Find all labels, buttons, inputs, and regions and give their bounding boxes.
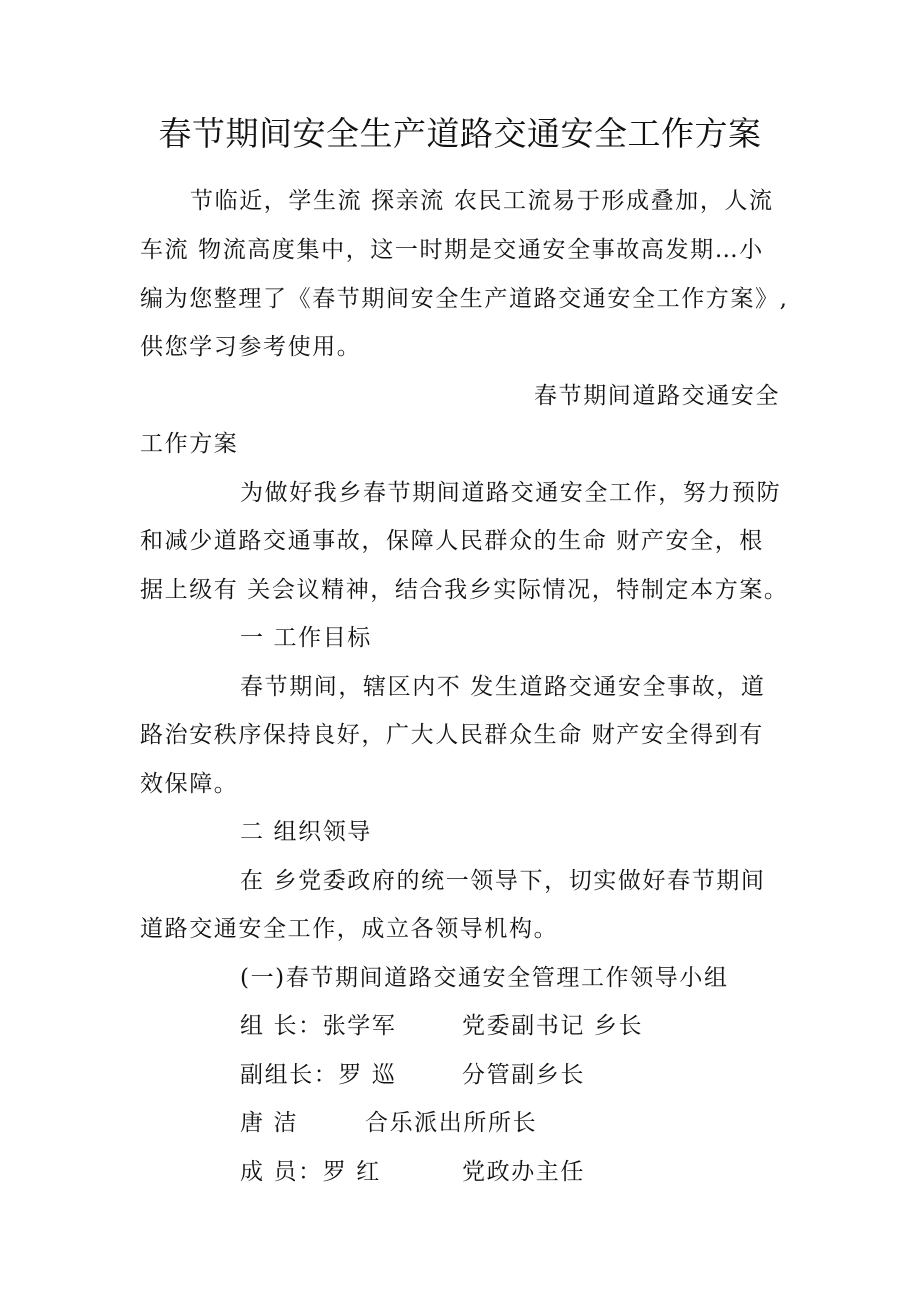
- member-role: 组 长：张学军: [240, 1013, 397, 1039]
- subtitle-line-1: 春节期间道路交通安全: [534, 383, 780, 409]
- intro-line-2: 车流 物流高度集中，这一时期是交通安全事故高发期…小: [140, 237, 764, 263]
- purpose-line-2: 和减少道路交通事故，保障人民群众的生命 财产安全，根: [140, 528, 764, 554]
- intro-line-3: 编为您整理了《春节期间安全生产道路交通安全工作方案》,: [140, 286, 789, 312]
- purpose-line-1: 为做好我乡春节期间道路交通安全工作，努力预防: [240, 480, 782, 506]
- member-position: 分管副乡长: [462, 1062, 585, 1088]
- section1-line-3: 效保障。: [140, 771, 239, 797]
- document-title: 春节期间安全生产道路交通安全工作方案: [158, 114, 762, 153]
- section2-line-1: 在 乡党委政府的统一领导下，切实做好春节期间: [240, 868, 766, 894]
- member-role: 唐 洁: [240, 1110, 299, 1136]
- section1-line-1: 春节期间，辖区内不 发生道路交通安全事故，道: [240, 674, 766, 700]
- section1-heading: 一 工作目标: [240, 625, 372, 651]
- member-row: [240, 1010, 643, 1042]
- member-position: 合乐派出所所长: [365, 1110, 538, 1136]
- intro-line-4: 供您学习参考使用。: [140, 334, 362, 360]
- section2-heading: 二 组织领导: [240, 819, 372, 845]
- member-position: 党政办主任: [462, 1159, 585, 1185]
- member-position: 党委副书记 乡长: [462, 1013, 644, 1039]
- member-role: 成 员：罗 红: [240, 1159, 381, 1185]
- member-role: 副组长：罗 巡: [240, 1062, 397, 1088]
- group-title: (一)春节期间道路交通安全管理工作领导小组: [240, 965, 729, 991]
- subtitle-line-2: 工作方案: [140, 431, 239, 457]
- member-row: [240, 1156, 585, 1188]
- member-row: [240, 1059, 585, 1091]
- intro-line-1: 节临近，学生流 探亲流 农民工流易于形成叠加，人流: [190, 188, 774, 214]
- section2-line-2: 道路交通安全工作，成立各领导机构。: [140, 916, 559, 942]
- section1-line-2: 路治安秩序保持良好，广大人民群众生命 财产安全得到有: [140, 722, 764, 748]
- member-row: [240, 1107, 537, 1139]
- purpose-line-3: 据上级有 关会议精神，结合我乡实际情况，特制定本方案。: [140, 577, 789, 603]
